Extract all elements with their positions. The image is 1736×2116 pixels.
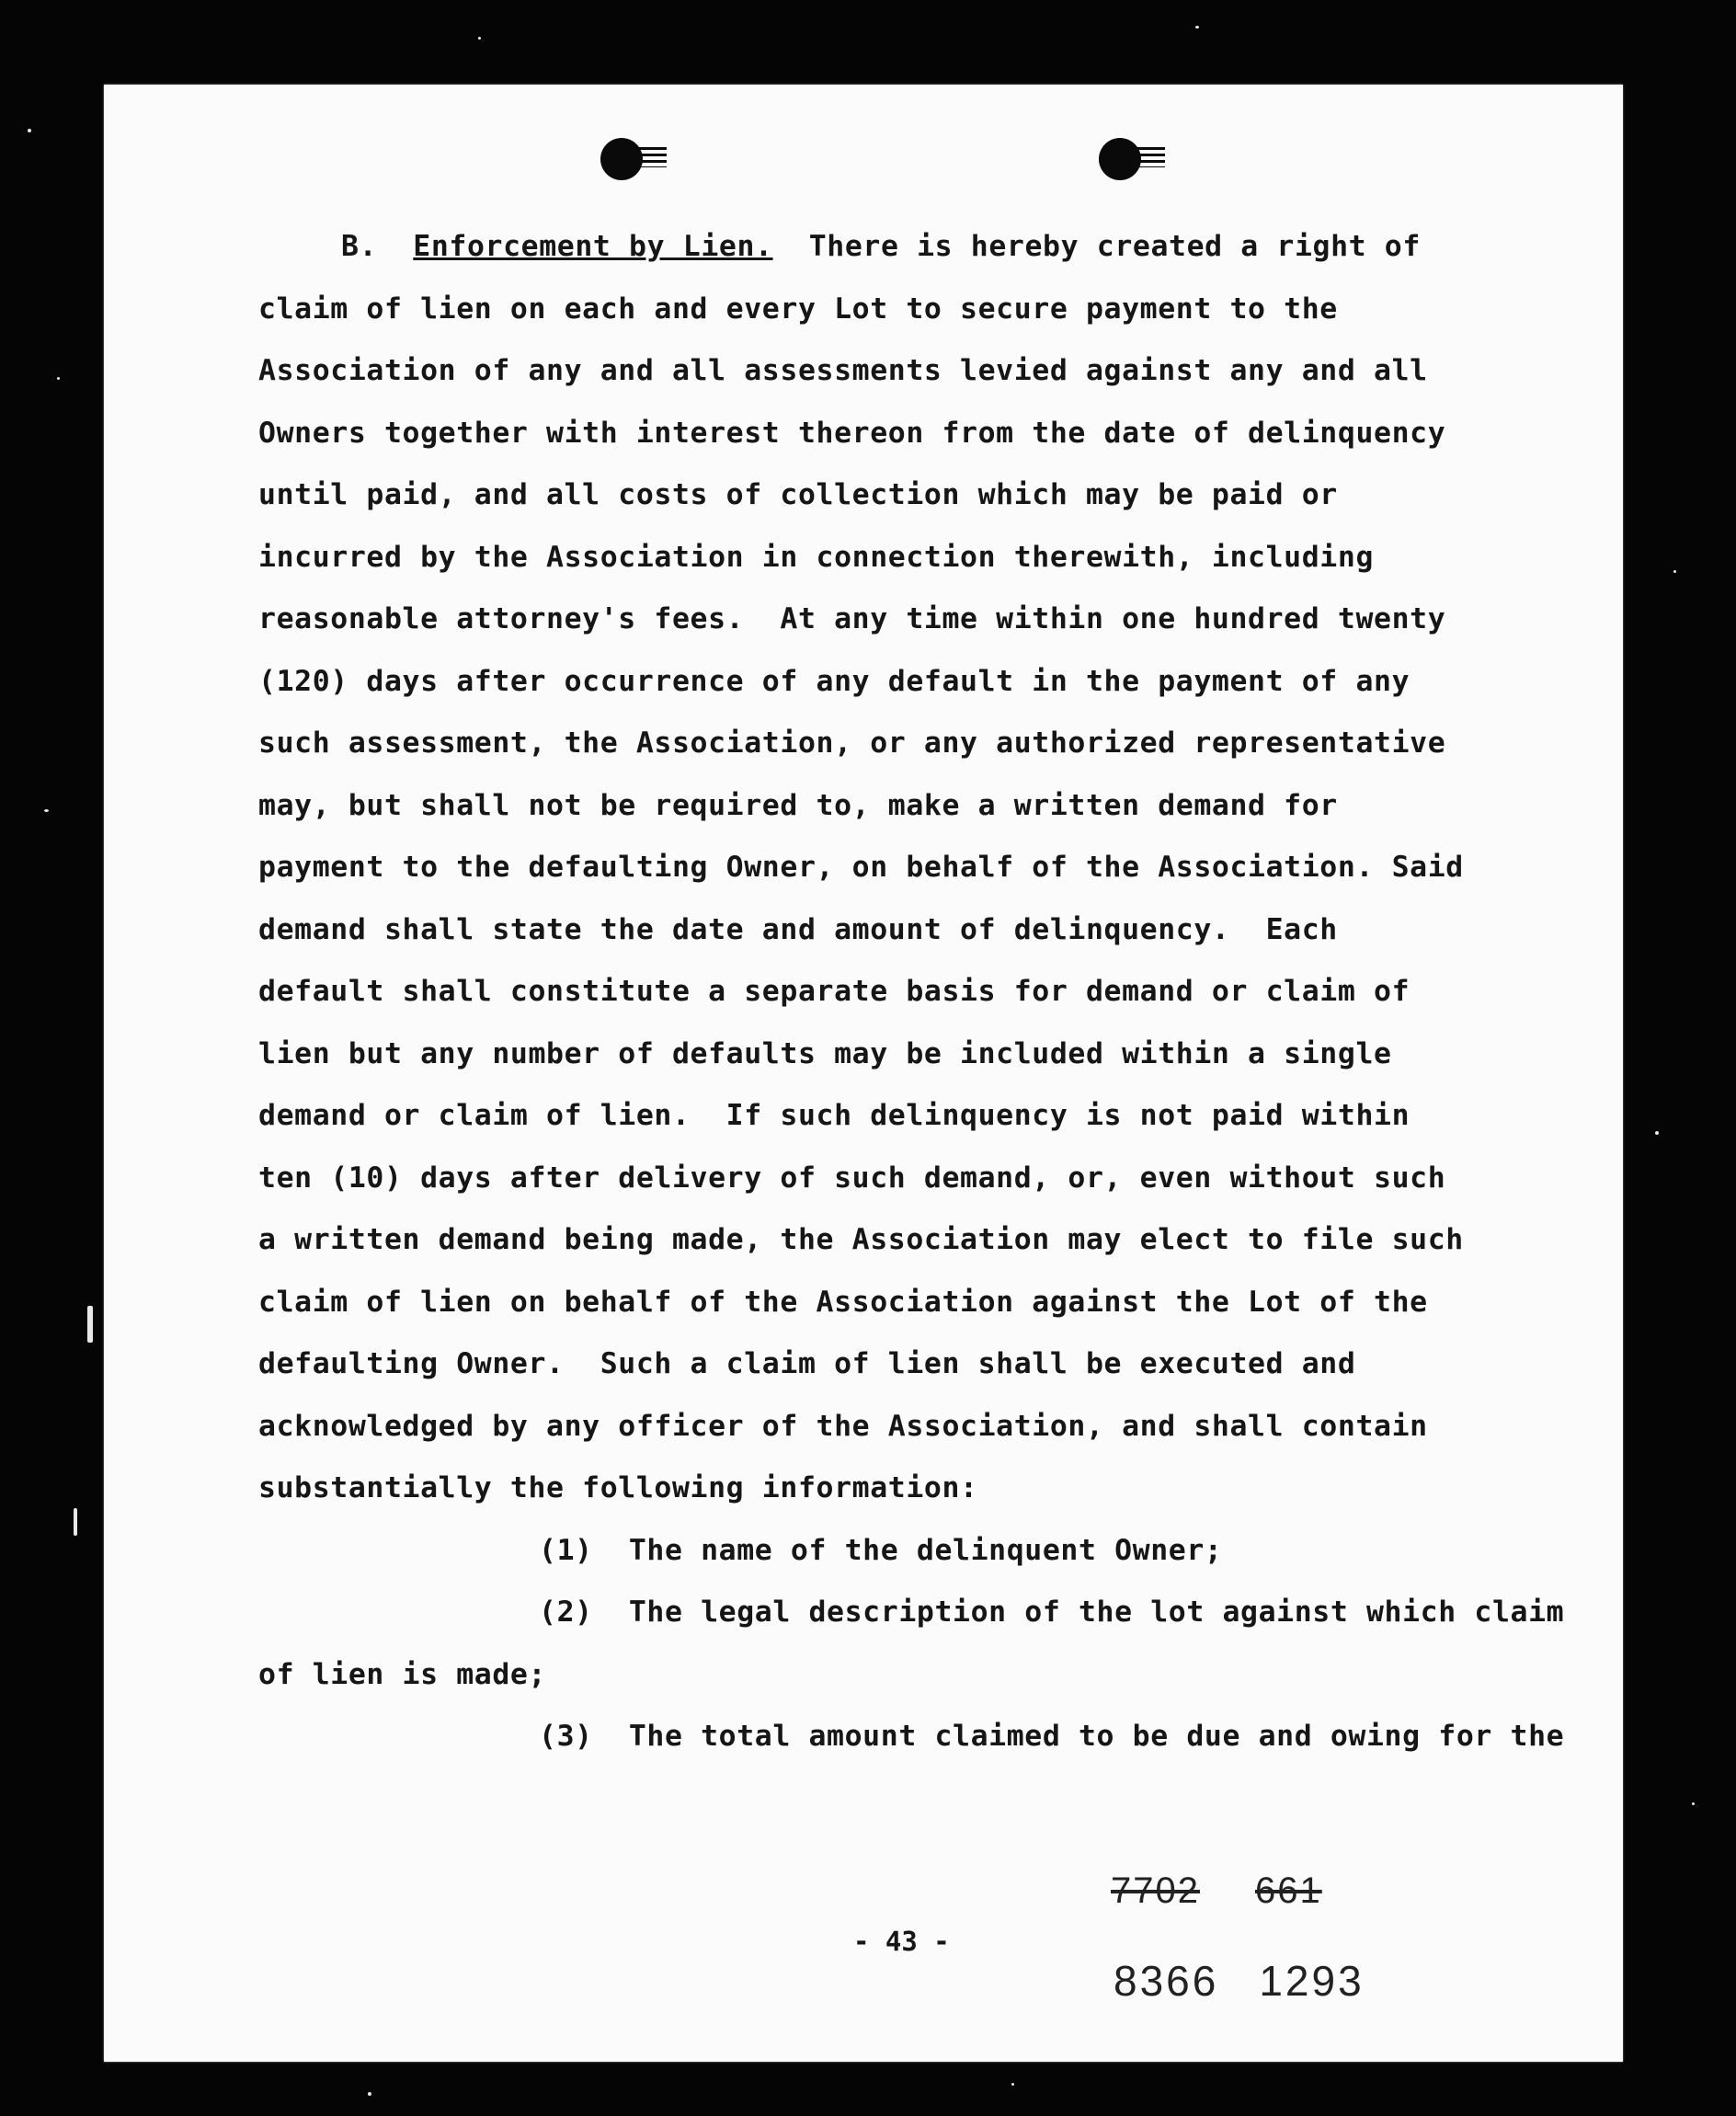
section-heading: Enforcement by Lien.	[413, 230, 773, 263]
old-page-number: 661	[1254, 1870, 1322, 1911]
new-page-number: 1293	[1259, 1957, 1365, 2005]
list-item	[258, 1706, 1565, 1768]
body-line: acknowledged by any officer of the Association, and shall contain	[258, 1409, 1428, 1443]
body-line: reasonable attorney's fees. At any time within one hundred twenty	[258, 602, 1446, 635]
body-line: demand shall state the date and amount of delinquency. Each	[258, 912, 1338, 946]
list-item-text: The legal description of the lot against which claim	[628, 1596, 1565, 1629]
page-number: - 43 -	[853, 1926, 950, 1957]
body-line: demand or claim of lien. If such delinquency is not paid within	[258, 1099, 1410, 1132]
scan-speck	[57, 377, 60, 380]
section-label: B.	[341, 230, 378, 263]
body-line: claim of lien on each and every Lot to secure payment to the	[258, 292, 1338, 326]
body-line: substantially the following information:	[258, 1471, 978, 1504]
scan-speck	[44, 809, 49, 812]
scan-speck	[1195, 26, 1199, 29]
body-line: default shall constitute a separate basis for demand or claim of	[258, 975, 1410, 1008]
list-item-number: (2)	[539, 1596, 593, 1629]
document-body	[258, 216, 1565, 1768]
scan-speck	[478, 37, 481, 40]
body-line: lien but any number of defaults may be included within a single	[258, 1036, 1392, 1070]
scan-speck	[1673, 570, 1676, 573]
document-page	[104, 85, 1623, 2062]
scan-speck	[28, 129, 31, 132]
section-first-line	[258, 216, 1546, 279]
punch-hole-right	[1099, 138, 1141, 180]
body-line: ten (10) days after delivery of such demand, or, even without such	[258, 1161, 1446, 1195]
scan-speck	[87, 1306, 93, 1343]
body-line: (120) days after occurrence of any default in the payment of any	[258, 664, 1410, 698]
list-item	[258, 1520, 1546, 1583]
struck-recording-reference	[1111, 1870, 1377, 1912]
body-line: may, but shall not be required to, make a written demand for	[258, 788, 1338, 822]
scan-speck	[1692, 1802, 1695, 1805]
list-item-text: The name of the delinquent Owner;	[628, 1533, 1223, 1567]
body-line: claim of lien on behalf of the Association against the Lot of the	[258, 1285, 1428, 1319]
body-line: until paid, and all costs of collection which may be paid or	[258, 478, 1338, 511]
list-item-text: The total amount claimed to be due and owing for the	[628, 1720, 1565, 1753]
scan-speck	[1655, 1131, 1659, 1135]
section-first-line-text: There is hereby created a right of	[808, 230, 1421, 263]
list-item-number: (3)	[539, 1720, 593, 1753]
list-item-continuation: of lien is made;	[258, 1657, 547, 1691]
scan-speck	[74, 1508, 77, 1536]
recording-reference	[1114, 1956, 1405, 2006]
body-line: Owners together with interest thereon from the date of delinquency	[258, 416, 1446, 450]
body-line: defaulting Owner. Such a claim of lien shall be executed and	[258, 1347, 1356, 1380]
body-line: Association of any and all assessments levied against any and all	[258, 354, 1428, 387]
body-line: a written demand being made, the Association may elect to file such	[258, 1223, 1464, 1256]
scan-speck	[1011, 2083, 1014, 2086]
scan-speck	[368, 2092, 371, 2096]
body-line: incurred by the Association in connection therewith, including	[258, 540, 1375, 574]
punch-hole-left	[600, 138, 643, 180]
old-book-number: 7702	[1111, 1870, 1200, 1911]
list-item	[258, 1582, 1565, 1644]
new-book-number: 8366	[1114, 1957, 1219, 2005]
body-line: such assessment, the Association, or any authorized representative	[258, 726, 1446, 760]
body-line: payment to the defaulting Owner, on behalf of the Association. Said	[258, 851, 1464, 884]
list-item-number: (1)	[539, 1533, 593, 1567]
